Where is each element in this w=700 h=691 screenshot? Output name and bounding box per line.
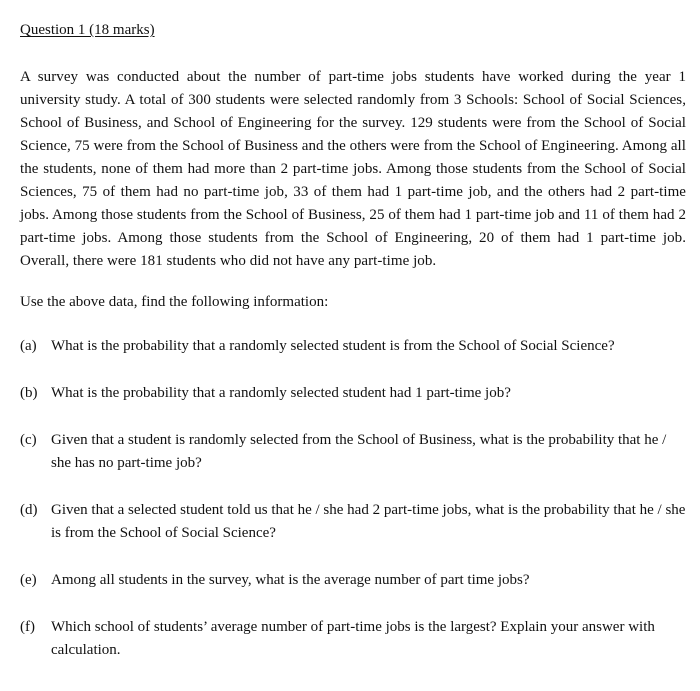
question-text: Given that a selected student told us that he / she had 2 part-time jobs, what is the probability that he / she is from the School of Social Science? (51, 502, 686, 541)
question-heading: Question 1 (18 marks) (20, 22, 155, 38)
question-label: (d) (20, 502, 38, 518)
question-text: Given that a student is randomly selected from the School of Business, what is the probability that he / she has no part-time job? (51, 432, 667, 471)
question-label: (c) (20, 432, 37, 448)
question-text: What is the probability that a randomly selected student had 1 part-time job? (51, 385, 511, 401)
question-label: (b) (20, 385, 38, 401)
document-page (20, 20, 686, 662)
question-f (20, 616, 686, 662)
question-label: (f) (20, 619, 35, 635)
question-text: Which school of students’ average number of part-time jobs is the largest? Explain your answer with calculation. (51, 619, 655, 658)
question-text: Among all students in the survey, what is the average number of part time jobs? (51, 572, 530, 588)
question-d (20, 499, 686, 545)
survey-description: A survey was conducted about the number of part-time jobs students have worked during the year 1 university study. A total of 300 students were selected randomly from 3 Schools: School of Social Sciences, School of Business, and School of Engineering for the survey. 129 students were from the School of Social Science, 75 were from the School of Business and the others were from the School of Engineering. Among all the students, none of them had more than 2 part-time jobs. Among those students from the School of Social Sciences, 75 of them had no part-time job, 33 of them had 1 part-time job, and the others had 2 part-time jobs. Among those students from the School of Business, 25 of them had 1 part-time job and 11 of them had 2 part-time jobs. Among those students from the School of Engineering, 20 of them had 1 part-time job. Overall, there were 181 students who did not have any part-time job. (20, 69, 686, 269)
question-label: (a) (20, 338, 37, 354)
question-text: What is the probability that a randomly selected student is from the School of Social Science? (51, 338, 615, 354)
instruction-text: Use the above data, find the following information: (20, 294, 329, 310)
question-label: (e) (20, 572, 37, 588)
question-c (20, 429, 686, 475)
question-a (20, 335, 686, 358)
question-e (20, 569, 686, 592)
question-b (20, 382, 686, 405)
